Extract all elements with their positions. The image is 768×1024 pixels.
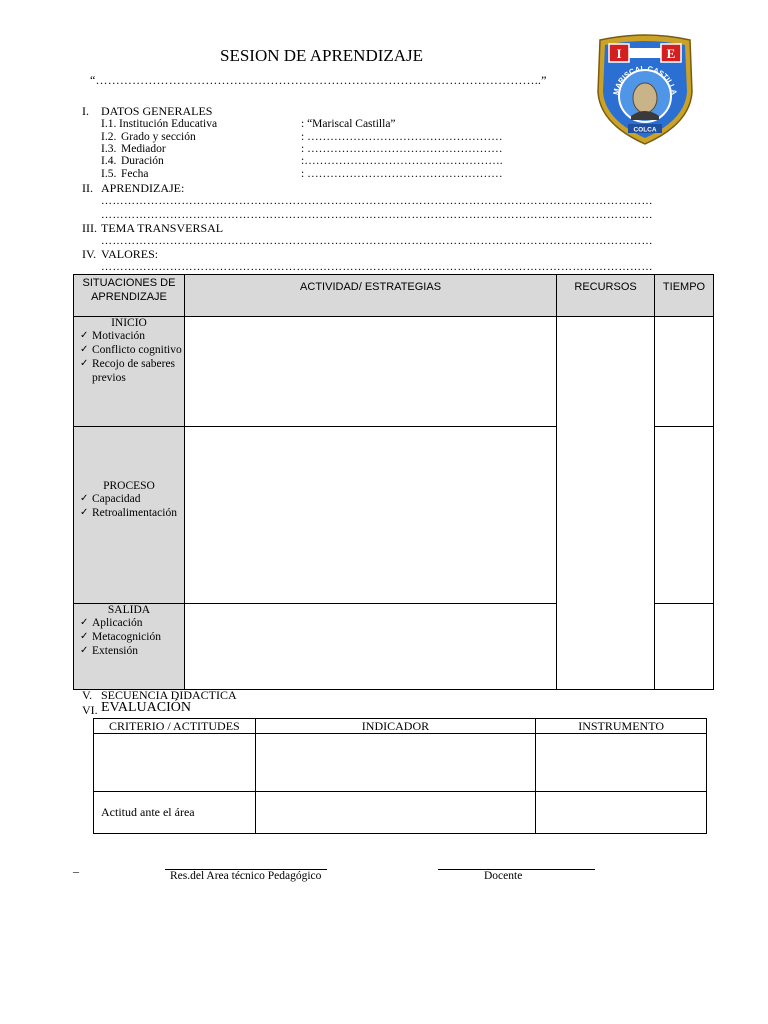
page-title: SESION DE APRENDIZAJE <box>220 46 424 65</box>
section-num-datos: I. <box>82 104 89 118</box>
table-row <box>94 734 707 792</box>
stage-cell-salida <box>74 604 185 690</box>
stage-row-inicio <box>74 317 714 427</box>
header-tiempo: TIEMPO <box>655 275 714 317</box>
tema-fill-line: ……………………………………………………………………………………………………………………………… <box>101 235 653 247</box>
eval-indicador-cell[interactable] <box>255 791 535 833</box>
crest-place-text: COLCA <box>633 126 657 134</box>
datos-item-value: :……………………………………………. <box>301 155 503 167</box>
datos-item-label: Institución Educativa <box>119 118 218 130</box>
checkmark-icon: ✓ <box>80 507 89 518</box>
signature-label-right: Docente <box>484 870 523 882</box>
table-header-row <box>74 275 714 317</box>
datos-item-label: Fecha <box>121 168 149 180</box>
datos-item-value: : “Mariscal Castilla” <box>301 118 396 130</box>
actividad-cell-proceso[interactable] <box>184 427 556 604</box>
header-actividad: ACTIVIDAD/ ESTRATEGIAS <box>184 275 556 317</box>
datos-item-label: Duración <box>121 155 164 167</box>
datos-item-num: I.2. <box>101 131 117 143</box>
eval-actitud-cell: Actitud ante el área <box>94 791 256 833</box>
session-topic-line: “………………………………………………………………………………………………..” <box>90 73 547 87</box>
datos-item-value: : …………………………………………… <box>301 131 503 143</box>
actividad-cell-salida[interactable] <box>184 604 556 690</box>
datos-item-num: I.1. <box>101 118 117 130</box>
checkmark-icon: ✓ <box>80 493 89 504</box>
header-situaciones: SITUACIONES DE APRENDIZAJE <box>74 275 185 317</box>
section-label-secuencia: SECUENCIA DIDACTICA <box>101 688 237 702</box>
checklist-proceso <box>74 492 184 520</box>
datos-item-num: I.4. <box>101 155 117 167</box>
header-recursos: RECURSOS <box>557 275 655 317</box>
checkmark-icon: ✓ <box>80 645 89 656</box>
stage-title-inicio: INICIO <box>111 317 147 329</box>
stage-cell-proceso <box>74 427 185 604</box>
datos-item-label: Mediador <box>121 143 166 155</box>
tiempo-cell-salida[interactable] <box>655 604 714 690</box>
section-label-valores: VALORES: <box>101 247 159 261</box>
school-crest-logo <box>592 32 698 146</box>
section-num-aprendizaje: II. <box>82 181 93 195</box>
stage-title-proceso: PROCESO <box>103 480 155 492</box>
checkmark-icon: ✓ <box>80 344 89 355</box>
checklist-inicio <box>74 329 184 385</box>
section-label-datos: DATOS GENERALES <box>101 104 213 118</box>
list-item: ✓ Capacidad <box>80 493 141 505</box>
eval-instrumento-cell[interactable] <box>536 791 707 833</box>
section-num-tema: III. <box>82 221 97 235</box>
checklist-salida <box>74 616 184 658</box>
eval-header-row <box>94 719 707 734</box>
checkmark-icon: ✓ <box>80 631 89 642</box>
eval-criterio-cell[interactable] <box>94 734 256 792</box>
stage-title-salida: SALIDA <box>107 604 151 616</box>
checkmark-icon: ✓ <box>80 617 89 628</box>
crest-portrait <box>633 83 657 113</box>
list-item: ✓ Recojo de saberes previos <box>80 358 176 384</box>
section-label-tema: TEMA TRANSVERSAL <box>101 221 224 235</box>
list-item: ✓ Conflicto cognitivo <box>80 344 182 356</box>
eval-instrumento-cell[interactable] <box>536 734 707 792</box>
actividad-cell-inicio[interactable] <box>184 317 556 427</box>
datos-item-num: I.3. <box>101 143 117 155</box>
table-row <box>94 791 707 833</box>
tiempo-cell-inicio[interactable] <box>655 317 714 427</box>
section-num-valores: IV. <box>82 247 97 261</box>
eval-indicador-cell[interactable] <box>255 734 535 792</box>
tiempo-cell-proceso[interactable] <box>655 427 714 604</box>
section-label-aprendizaje: APRENDIZAJE: <box>101 181 185 195</box>
learning-situations-table <box>73 274 714 690</box>
signature-dash: _ <box>73 860 79 874</box>
datos-item-label: Grado y sección <box>121 131 196 143</box>
valores-fill-line: ……………………………………………………………………………………………………………………………… <box>101 261 653 273</box>
signature-label-left: Res.del Area técnico Pedagógico <box>170 870 322 882</box>
datos-item-value: : …………………………………………… <box>301 168 503 180</box>
eval-header-criterio: CRITERIO / ACTITUDES <box>94 719 256 734</box>
checkmark-icon: ✓ <box>80 358 89 369</box>
aprendizaje-fill-line: ……………………………………………………………………………………………………………………………… <box>101 195 653 207</box>
crest-arc-text: MARISCAL CASTILLA <box>611 63 679 96</box>
evaluation-table <box>93 718 707 834</box>
eval-header-indicador: INDICADOR <box>255 719 535 734</box>
crest-letter-i: I <box>616 46 622 61</box>
datos-item-value: : …………………………………………… <box>301 143 503 155</box>
section-num-secuencia: V. <box>82 688 93 702</box>
list-item: ✓ Metacognición <box>80 631 161 643</box>
recursos-cell[interactable] <box>557 317 655 690</box>
checkmark-icon: ✓ <box>80 330 89 341</box>
list-item: ✓ Extensión <box>80 645 138 657</box>
list-item: ✓ Retroalimentación <box>80 507 177 519</box>
list-item: ✓ Motivación <box>80 330 146 342</box>
list-item: ✓ Aplicación <box>80 617 143 629</box>
aprendizaje-fill-line: ……………………………………………………………………………………………………………………………… <box>101 209 653 221</box>
datos-item-num: I.5. <box>101 168 117 180</box>
eval-header-instrumento: INSTRUMENTO <box>536 719 707 734</box>
section-label-evaluacion: EVALUACIÓN <box>101 700 191 715</box>
crest-letter-e: E <box>666 46 676 61</box>
stage-cell-inicio <box>74 317 185 427</box>
crest-white-band <box>629 48 661 58</box>
section-num-evaluacion: VI. <box>82 703 98 717</box>
